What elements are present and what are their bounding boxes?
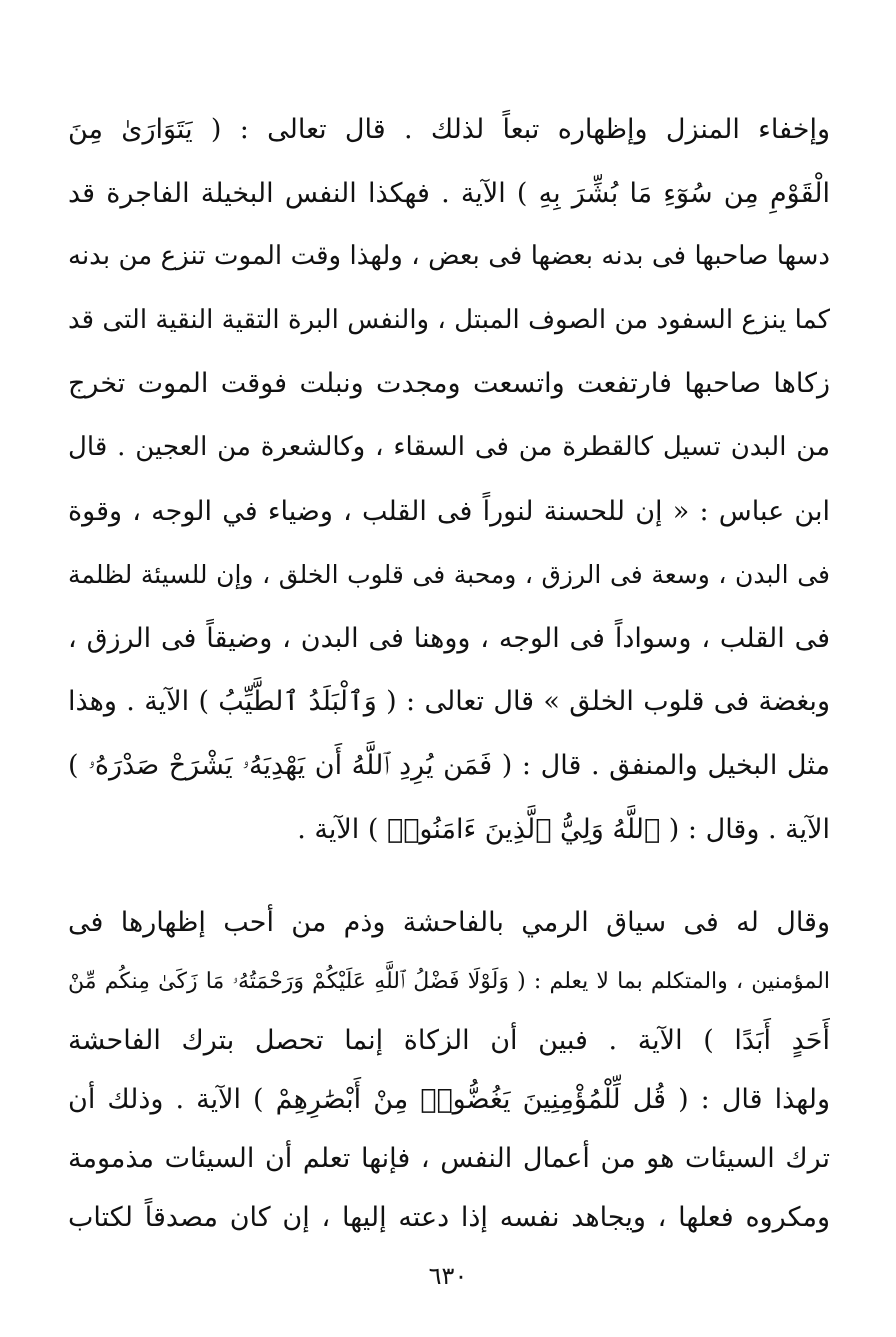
text-line: زكاها صاحبها فارتفعت واتسعت ومجدت ونبلت فوقت الموت تخرج	[68, 368, 830, 400]
paragraph-1	[68, 98, 830, 861]
text-line: كما ينزع السفود من الصوف المبتل ، والنفس البرة التقية النقية التى قد	[68, 304, 830, 335]
text-line: ولهذا قال : ( قُل لِّلْمُؤْمِنِينَ يَغُضُّوا۟ مِنْ أَبْصَٰرِهِمْ ) الآية . وذلك أن	[68, 1084, 830, 1115]
text-line: ترك السيئات هو من أعمال النفس ، فإنها تعلم أن السيئات مذمومة	[68, 1143, 830, 1174]
text-line: فى القلب ، وسواداً فى الوجه ، ووهنا فى البدن ، وضيقاً فى الرزق ،	[68, 622, 830, 654]
text-line: الْقَوْمِ مِن سُوٓءِ مَا بُشِّرَ بِهِ ) الآية . فهكذا النفس البخيلة الفاجرة قد	[68, 177, 830, 209]
text-line: من البدن تسيل كالقطرة من فى السقاء ، وكالشعرة من العجين . قال	[68, 431, 830, 462]
text-line: دسها صاحبها فى بدنه بعضها فى بعض ، ولهذا وقت الموت تنزع من بدنه	[68, 241, 830, 272]
text-line: وإخفاء المنزل وإظهاره تبعاً لذلك . قال تعالى : ( يَتَوَارَىٰ مِنَ	[68, 114, 830, 145]
text-line: مثل البخيل والمنفق . قال : ( فَمَن يُرِدِ ٱللَّهُ أَن يَهْدِيَهُۥ يَشْرَحْ صَدْرَهُۥ )	[68, 749, 830, 781]
text-line: الآية . وقال : ( ٱللَّهُ وَلِيُّ ٱلَّذِينَ ءَامَنُوا۟ ) الآية .	[297, 813, 830, 845]
text-line: المؤمنين ، والمتكلم بما لا يعلم : ( وَلَوْلَا فَضْلُ ٱللَّهِ عَلَيْكُمْ وَرَحْمَتُهُۥ مَا زَكَىٰ مِنكُم مِّنْ	[68, 969, 830, 994]
text-line: أَحَدٍ أَبَدًا ) الآية . فبين أن الزكاة إنما تحصل بترك الفاحشة	[68, 1025, 830, 1056]
page-number: ٦٣٠	[428, 1262, 468, 1290]
text-line: ومكروه فعلها ، ويجاهد نفسه إذا دعته إليها ، إن كان مصدقاً لكتاب	[68, 1202, 830, 1233]
text-line: وبغضة فى قلوب الخلق » قال تعالى : ( وَٱلْبَلَدُ ٱلطَّيِّبُ ) الآية . وهذا	[68, 686, 830, 718]
text-line: فى البدن ، وسعة فى الرزق ، ومحبة فى قلوب الخلق ، وإن للسيئة لظلمة	[68, 560, 830, 590]
text-line: ابن عباس : « إن للحسنة لنوراً فى القلب ، وضياء في الوجه ، وقوة	[68, 495, 830, 527]
text-line: وقال له فى سياق الرمي بالفاحشة وذم من أحب إظهارها فى	[68, 907, 830, 938]
paragraph-2	[68, 893, 830, 1247]
